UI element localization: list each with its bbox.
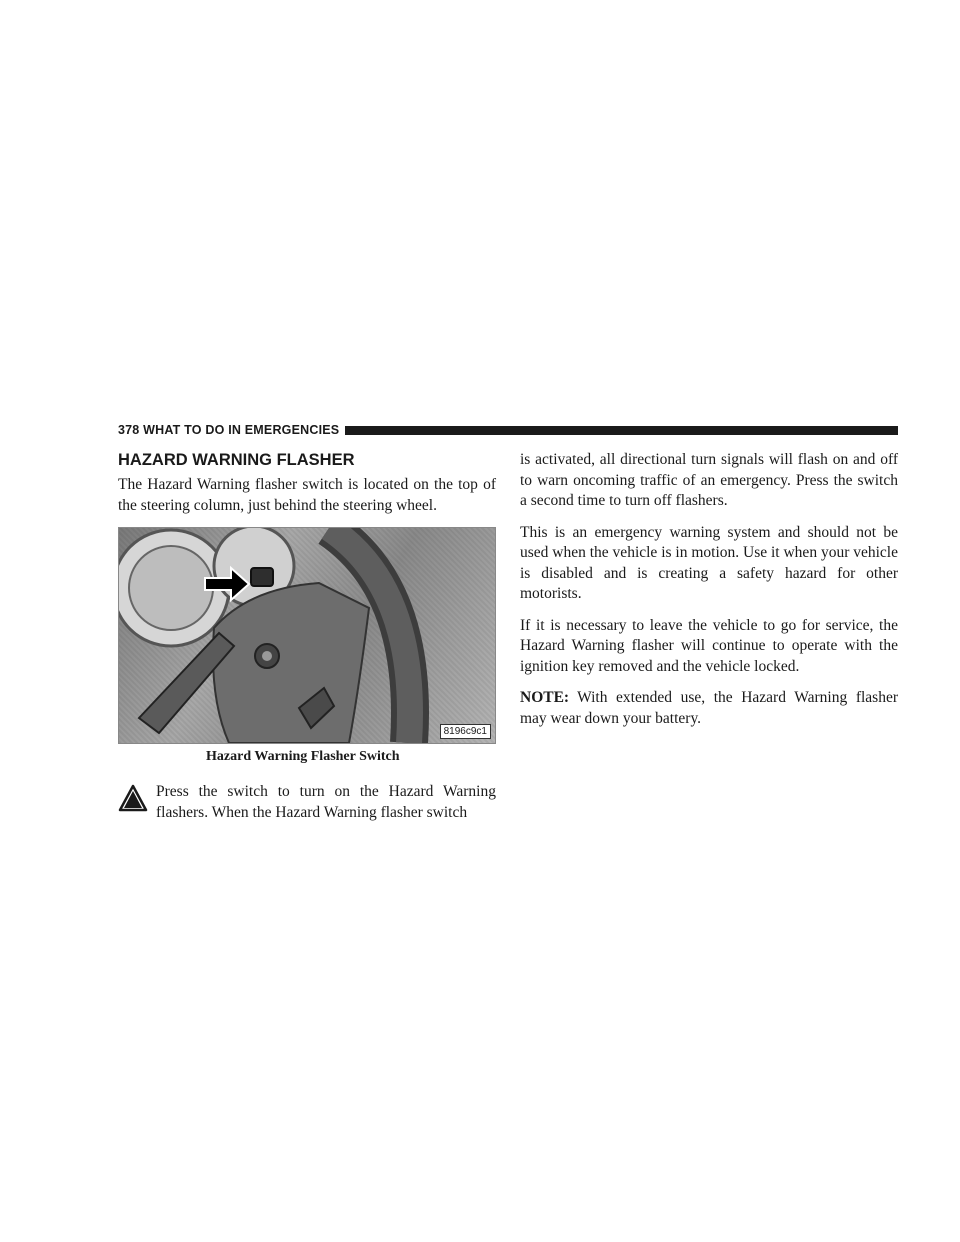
steering-column-illustration <box>119 528 495 743</box>
hazard-switch-figure <box>118 527 496 744</box>
left-column <box>118 450 496 823</box>
section-title: HAZARD WARNING FLASHER <box>118 451 355 469</box>
note-label: NOTE: <box>520 689 570 706</box>
warning-triangle-icon <box>118 782 156 823</box>
hazard-switch-button <box>251 568 273 586</box>
intro-paragraph: The Hazard Warning flasher switch is located on the top of the steering column, just behind the steering wheel. <box>118 476 496 514</box>
page-number-label: 378 WHAT TO DO IN EMERGENCIES <box>118 423 340 437</box>
paragraph-emergency-use: This is an emergency warning system and should not be used when the vehicle is in motion. Use it when your vehicle is disabled and is creating a safety hazard for other motorists. <box>520 523 898 602</box>
figure-id-label: 8196c9c1 <box>440 724 491 739</box>
paragraph-service: If it is necessary to leave the vehicle to go for service, the Hazard Warning flasher will continue to operate with the ignition key removed and the vehicle locked. <box>520 616 898 675</box>
note-text: With extended use, the Hazard Warning flasher may wear down your battery. <box>520 689 898 727</box>
header-rule <box>345 426 898 435</box>
warning-paragraph: Press the switch to turn on the Hazard Warning flashers. When the Hazard Warning flasher switch <box>156 783 496 821</box>
page-header <box>118 422 898 438</box>
right-column <box>520 450 898 740</box>
paragraph-activation: is activated, all directional turn signals will flash on and off to warn oncoming traffic of an emergency. Press the switch a second time to turn off flashers. <box>520 451 898 509</box>
figure-caption: Hazard Warning Flasher Switch <box>206 749 400 764</box>
warning-row <box>118 782 496 823</box>
note-paragraph <box>520 688 898 729</box>
